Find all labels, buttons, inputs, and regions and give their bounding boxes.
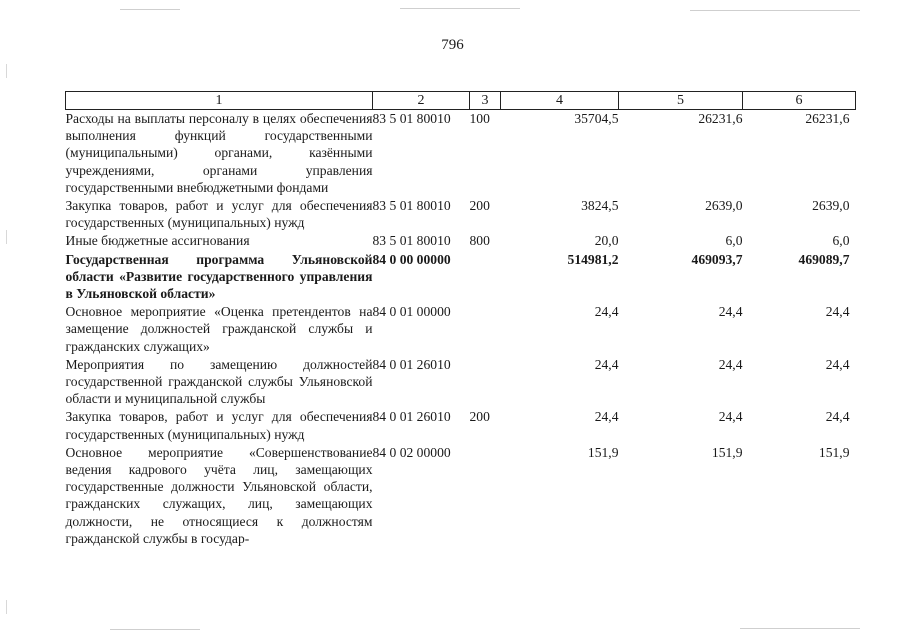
row-value-1: 20,0 (594, 233, 619, 249)
table-row (66, 408, 856, 443)
row-value-3: 24,4 (825, 356, 850, 372)
row-code: 83 5 01 80010 (372, 111, 451, 126)
scan-artifact (6, 600, 7, 614)
row-value-1: 151,9 (587, 444, 619, 460)
row-value-3: 2639,0 (812, 198, 850, 214)
row-name: Основное мероприятие «Совершенствование ведения кадрового учёта лиц, замещающих государственные должности Ульяновской области, гражданских служащих, лиц, замещающих должности, не относящиеся к должностям гражданской службы в государ- (65, 444, 373, 546)
column-header-1: 1 (66, 92, 373, 110)
row-name: Государственная программа Ульяновской области «Развитие государственного управления в Ульяновской области» (65, 251, 373, 302)
row-value-3: 26231,6 (805, 111, 850, 126)
row-value-2: 151,9 (711, 444, 743, 460)
table-header-row (66, 92, 856, 110)
scan-artifact (690, 10, 860, 11)
row-name: Расходы на выплаты персоналу в целях обеспечения выполнения функций государственными (муниципальными) органами, казёнными учреждениями, органами управления государственными внебюджетными фондами (65, 111, 373, 195)
budget-table (65, 91, 856, 548)
column-header-2: 2 (373, 92, 470, 110)
column-header-3: 3 (470, 92, 501, 110)
row-value-2: 469093,7 (691, 251, 743, 267)
table-row (66, 356, 856, 409)
row-value-3: 151,9 (818, 444, 850, 460)
row-value-3: 6,0 (832, 233, 850, 249)
row-value-2: 6,0 (725, 233, 743, 249)
table-row-program (66, 251, 856, 304)
row-name: Иные бюджетные ассигнования (65, 233, 250, 249)
row-value-1: 24,4 (594, 409, 619, 425)
row-value-2: 24,4 (718, 409, 743, 425)
row-code: 83 5 01 80010 (372, 198, 451, 214)
row-expense-type: 200 (469, 409, 490, 425)
row-expense-type (470, 251, 501, 304)
column-header-5: 5 (619, 92, 743, 110)
row-code: 84 0 01 00000 (372, 304, 451, 320)
row-value-1: 514981,2 (567, 251, 619, 267)
table-row (66, 444, 856, 548)
row-value-3: 24,4 (825, 304, 850, 320)
row-expense-type: 800 (469, 233, 490, 249)
table-row (66, 197, 856, 232)
row-name: Основное мероприятие «Оценка претендентов на замещение должностей гражданской службы и гражданских служащих» (65, 304, 373, 354)
scan-artifact (110, 629, 200, 630)
row-name: Мероприятия по замещению должностей государственной гражданской службы Ульяновской области и муниципальной службы (65, 356, 373, 407)
row-value-1: 24,4 (594, 304, 619, 320)
scan-artifact (6, 230, 7, 244)
page-number: 796 (441, 37, 464, 53)
scan-artifact (740, 628, 860, 629)
row-name: Закупка товаров, работ и услуг для обеспечения государственных (муниципальных) нужд (65, 198, 373, 231)
row-code: 83 5 01 80010 (372, 233, 451, 249)
row-value-1: 24,4 (594, 356, 619, 372)
row-value-2: 24,4 (718, 356, 743, 372)
row-expense-type (470, 444, 501, 548)
row-code: 84 0 00 00000 (372, 251, 451, 267)
column-header-6: 6 (743, 92, 856, 110)
row-code: 84 0 01 26010 (372, 356, 451, 372)
scan-artifact (400, 8, 520, 9)
scan-artifact (6, 64, 7, 78)
row-value-2: 2639,0 (705, 198, 743, 214)
row-expense-type (470, 356, 501, 409)
row-expense-type: 100 (469, 111, 490, 126)
scan-artifact (120, 9, 180, 10)
table-row (66, 110, 856, 198)
row-expense-type (470, 303, 501, 356)
row-code: 84 0 01 26010 (372, 409, 451, 425)
table-row (66, 232, 856, 250)
row-value-2: 24,4 (718, 304, 743, 320)
table-row (66, 303, 856, 356)
row-value-3: 24,4 (825, 409, 850, 425)
row-value-2: 26231,6 (698, 111, 743, 126)
row-value-1: 35704,5 (574, 111, 619, 126)
row-name: Закупка товаров, работ и услуг для обеспечения государственных (муниципальных) нужд (65, 409, 373, 442)
row-code: 84 0 02 00000 (372, 444, 451, 460)
row-value-3: 469089,7 (798, 251, 850, 267)
row-value-1: 3824,5 (581, 198, 619, 214)
row-expense-type: 200 (469, 198, 490, 214)
column-header-4: 4 (501, 92, 619, 110)
